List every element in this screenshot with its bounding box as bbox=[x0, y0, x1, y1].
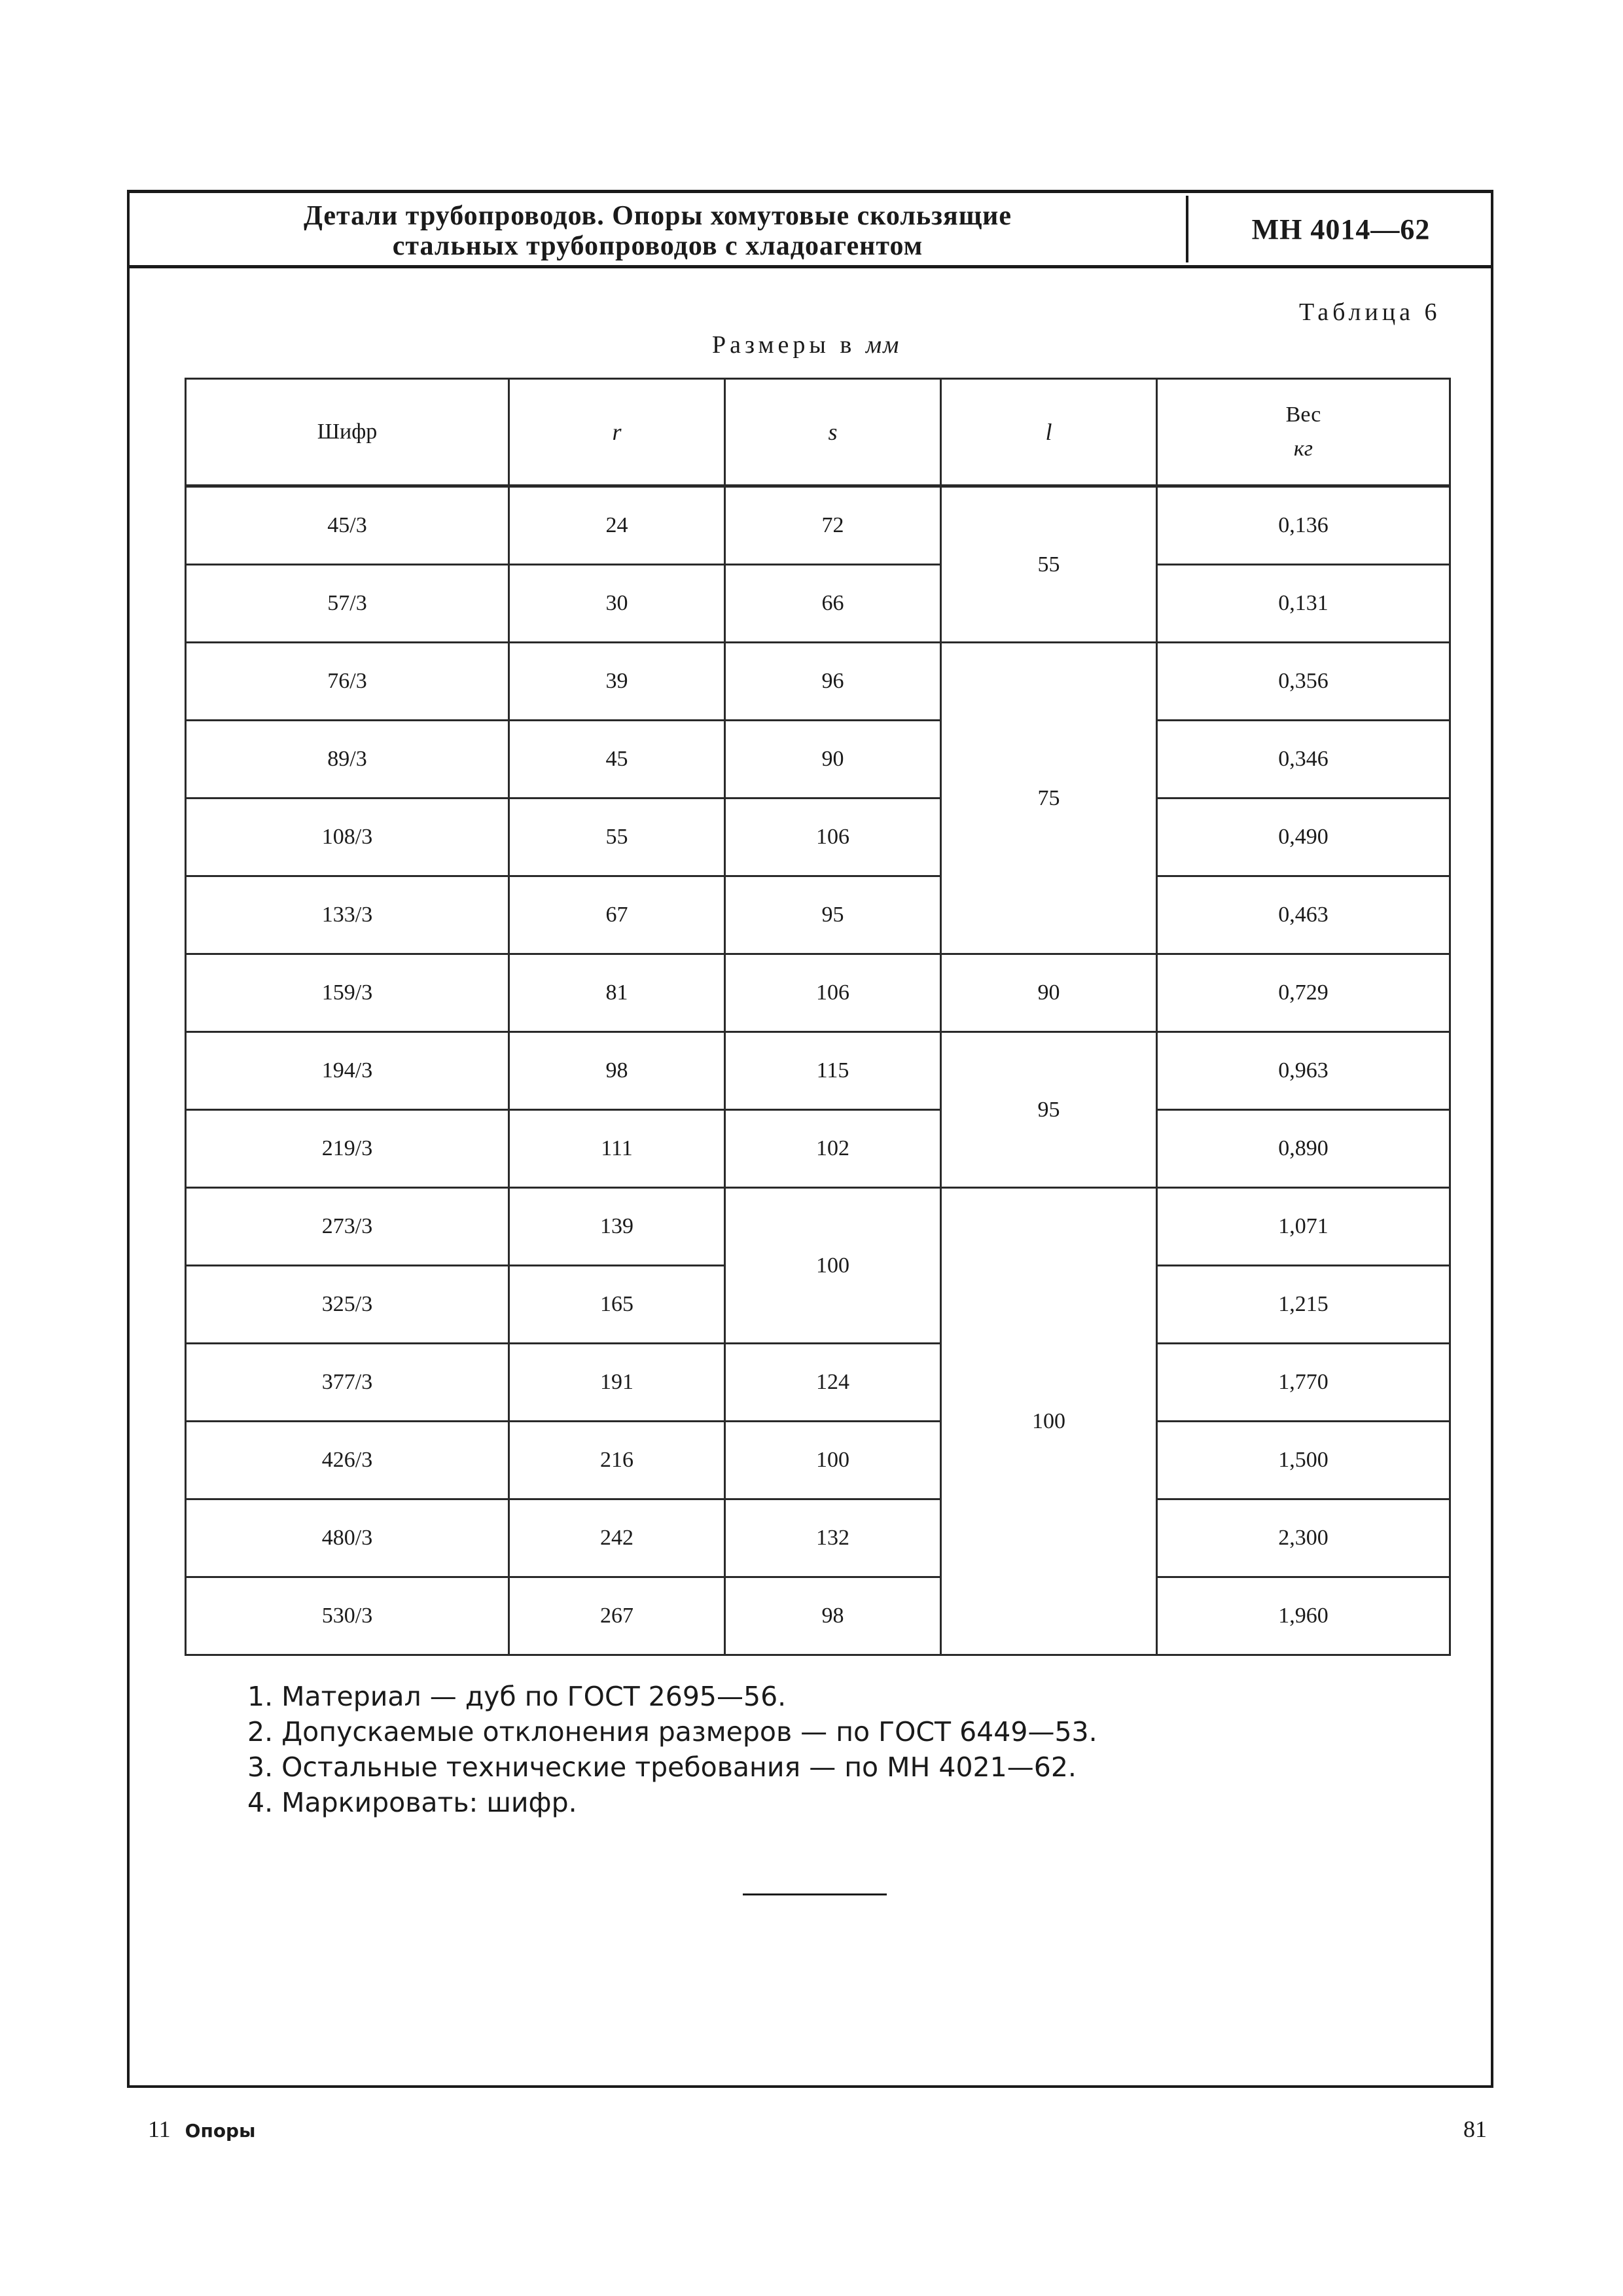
table-row bbox=[186, 798, 1450, 876]
cell-s: 95 bbox=[725, 876, 941, 954]
document-title bbox=[130, 201, 1186, 261]
cell-s: 106 bbox=[725, 954, 941, 1032]
table-row bbox=[186, 1344, 1450, 1422]
cell-weight: 1,960 bbox=[1157, 1577, 1450, 1655]
cell-l: 100 bbox=[941, 1188, 1157, 1655]
cell-r: 165 bbox=[509, 1266, 725, 1344]
cell-r: 55 bbox=[509, 798, 725, 876]
table-row bbox=[186, 876, 1450, 954]
cell-s: 72 bbox=[725, 486, 941, 565]
cell-l: 75 bbox=[941, 643, 1157, 954]
table-row bbox=[186, 486, 1450, 565]
page-number: 81 bbox=[1463, 2116, 1487, 2142]
cell-cipher: 426/3 bbox=[186, 1422, 509, 1499]
table-label: Таблица 6 bbox=[1299, 298, 1441, 326]
cell-cipher: 530/3 bbox=[186, 1577, 509, 1655]
cell-l: 95 bbox=[941, 1032, 1157, 1188]
cell-cipher: 159/3 bbox=[186, 954, 509, 1032]
cell-s: 98 bbox=[725, 1577, 941, 1655]
note-item: 1. Материал — дуб по ГОСТ 2695—56. bbox=[247, 1681, 787, 1712]
table-row bbox=[186, 1499, 1450, 1577]
cell-weight: 1,215 bbox=[1157, 1266, 1450, 1344]
table-row bbox=[186, 954, 1450, 1032]
cell-cipher: 194/3 bbox=[186, 1032, 509, 1110]
header-l: l bbox=[941, 379, 1157, 486]
cell-cipher: 76/3 bbox=[186, 643, 509, 721]
note-item: 3. Остальные технические требования — по МН 4021—62. bbox=[247, 1751, 1077, 1783]
section-number: 11 bbox=[148, 2116, 171, 2142]
cell-cipher: 377/3 bbox=[186, 1344, 509, 1422]
cell-weight: 0,136 bbox=[1157, 486, 1450, 565]
table-row bbox=[186, 1188, 1450, 1266]
cell-r: 45 bbox=[509, 721, 725, 798]
cell-r: 98 bbox=[509, 1032, 725, 1110]
cell-weight: 0,490 bbox=[1157, 798, 1450, 876]
header-weight-unit: кг bbox=[1293, 437, 1313, 461]
cell-cipher: 219/3 bbox=[186, 1110, 509, 1188]
cell-r: 24 bbox=[509, 486, 725, 565]
title-line-2: стальных трубопроводов с хладоагентом bbox=[392, 231, 923, 261]
cell-cipher: 89/3 bbox=[186, 721, 509, 798]
header-weight-label: Вес bbox=[1285, 403, 1321, 427]
table-row bbox=[186, 1422, 1450, 1499]
cell-cipher: 45/3 bbox=[186, 486, 509, 565]
table-row bbox=[186, 1577, 1450, 1655]
cell-s: 100 bbox=[725, 1422, 941, 1499]
table-row bbox=[186, 643, 1450, 721]
section-name: Опоры bbox=[185, 2120, 256, 2142]
footer-section bbox=[148, 2115, 255, 2143]
cell-weight: 0,356 bbox=[1157, 643, 1450, 721]
cell-s: 115 bbox=[725, 1032, 941, 1110]
cell-l: 90 bbox=[941, 954, 1157, 1032]
note-item: 2. Допускаемые отклонения размеров — по ГОСТ 6449—53. bbox=[247, 1716, 1097, 1748]
units-prefix: Размеры в bbox=[712, 331, 856, 359]
cell-weight: 1,770 bbox=[1157, 1344, 1450, 1422]
cell-l: 55 bbox=[941, 486, 1157, 643]
cell-s: 66 bbox=[725, 565, 941, 643]
cell-weight: 0,890 bbox=[1157, 1110, 1450, 1188]
header-weight bbox=[1157, 379, 1450, 486]
cell-s: 96 bbox=[725, 643, 941, 721]
dimensions-table bbox=[185, 378, 1451, 1656]
document-header bbox=[130, 190, 1491, 268]
cell-weight: 0,463 bbox=[1157, 876, 1450, 954]
table-header-row bbox=[186, 379, 1450, 486]
cell-weight: 1,071 bbox=[1157, 1188, 1450, 1266]
note-item: 4. Маркировать: шифр. bbox=[247, 1787, 577, 1818]
cell-r: 39 bbox=[509, 643, 725, 721]
cell-s: 132 bbox=[725, 1499, 941, 1577]
table-row bbox=[186, 1110, 1450, 1188]
header-cipher: Шифр bbox=[186, 379, 509, 486]
title-line-1: Детали трубопроводов. Опоры хомутовые скользящие bbox=[303, 201, 1012, 231]
cell-r: 242 bbox=[509, 1499, 725, 1577]
cell-r: 111 bbox=[509, 1110, 725, 1188]
cell-cipher: 480/3 bbox=[186, 1499, 509, 1577]
units-label bbox=[712, 331, 900, 359]
units-unit: мм bbox=[865, 331, 901, 359]
cell-cipher: 273/3 bbox=[186, 1188, 509, 1266]
cell-cipher: 325/3 bbox=[186, 1266, 509, 1344]
standard-code: МН 4014—62 bbox=[1251, 213, 1431, 245]
cell-weight: 1,500 bbox=[1157, 1422, 1450, 1499]
cell-r: 81 bbox=[509, 954, 725, 1032]
cell-weight: 0,346 bbox=[1157, 721, 1450, 798]
cell-s: 124 bbox=[725, 1344, 941, 1422]
table-row bbox=[186, 721, 1450, 798]
cell-s: 100 bbox=[725, 1188, 941, 1344]
cell-weight: 0,729 bbox=[1157, 954, 1450, 1032]
cell-weight: 0,131 bbox=[1157, 565, 1450, 643]
cell-weight: 2,300 bbox=[1157, 1499, 1450, 1577]
cell-cipher: 57/3 bbox=[186, 565, 509, 643]
cell-r: 267 bbox=[509, 1577, 725, 1655]
cell-r: 139 bbox=[509, 1188, 725, 1266]
cell-s: 90 bbox=[725, 721, 941, 798]
cell-s: 106 bbox=[725, 798, 941, 876]
cell-cipher: 108/3 bbox=[186, 798, 509, 876]
cell-s: 102 bbox=[725, 1110, 941, 1188]
cell-r: 30 bbox=[509, 565, 725, 643]
notes-list bbox=[247, 1679, 1097, 1820]
table-row bbox=[186, 565, 1450, 643]
cell-r: 191 bbox=[509, 1344, 725, 1422]
cell-weight: 0,963 bbox=[1157, 1032, 1450, 1110]
cell-cipher: 133/3 bbox=[186, 876, 509, 954]
cell-r: 67 bbox=[509, 876, 725, 954]
end-rule bbox=[743, 1893, 887, 1895]
header-s: s bbox=[725, 379, 941, 486]
cell-r: 216 bbox=[509, 1422, 725, 1499]
table-row bbox=[186, 1032, 1450, 1110]
header-r: r bbox=[509, 379, 725, 486]
